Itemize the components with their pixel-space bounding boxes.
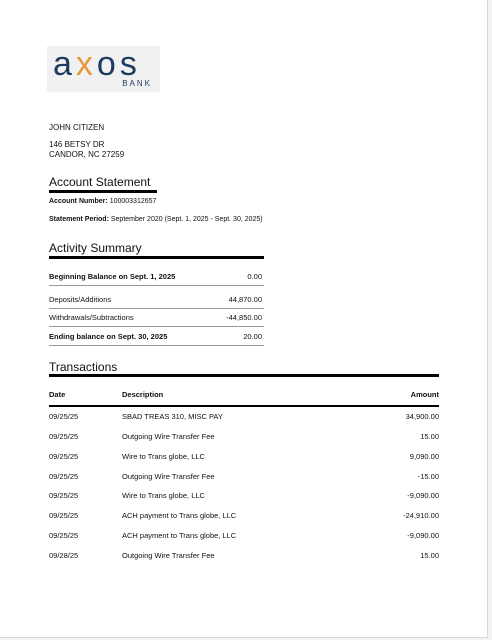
tx-description: Wire to Trans globe, LLC bbox=[122, 491, 205, 500]
tx-amount: 15.00 bbox=[420, 432, 439, 441]
tx-amount: -9,090.00 bbox=[407, 531, 439, 540]
table-row bbox=[49, 491, 439, 503]
customer-name: JOHN CITIZEN bbox=[49, 123, 105, 132]
tx-amount: 15.00 bbox=[420, 551, 439, 560]
summary-row-beginning-balance bbox=[49, 267, 264, 286]
table-row bbox=[49, 472, 439, 484]
header-description: Description bbox=[122, 390, 164, 399]
header-date: Date bbox=[49, 390, 66, 399]
tx-description: SBAD TREAS 310, MISC PAY bbox=[122, 412, 223, 421]
tx-date: 09/25/25 bbox=[49, 432, 79, 441]
tx-amount: -15.00 bbox=[417, 472, 439, 481]
summary-label: Deposits/Additions bbox=[49, 295, 112, 304]
table-row bbox=[49, 452, 439, 464]
statement-title: Account Statement bbox=[49, 175, 151, 189]
tx-date: 09/25/25 bbox=[49, 491, 79, 500]
customer-address-line1: 146 BETSY DR bbox=[49, 140, 105, 149]
axos-bank-logo bbox=[47, 46, 160, 92]
table-row bbox=[49, 551, 439, 563]
table-row bbox=[49, 432, 439, 444]
summary-row-withdrawals bbox=[49, 308, 264, 327]
summary-value: 20.00 bbox=[243, 332, 262, 341]
summary-label: Ending balance on Sept. 30, 2025 bbox=[49, 332, 168, 341]
tx-amount: 34,900.00 bbox=[405, 412, 439, 421]
transactions-title: Transactions bbox=[49, 360, 118, 374]
customer-address-line2: CANDOR, NC 27259 bbox=[49, 150, 125, 159]
tx-date: 09/25/25 bbox=[49, 452, 79, 461]
account-number-label: Account Number: bbox=[49, 198, 108, 205]
transactions-header-rule bbox=[49, 405, 439, 407]
statement-period bbox=[49, 216, 263, 223]
tx-description: ACH payment to Trans globe, LLC bbox=[122, 511, 237, 520]
statement-period-label: Statement Period: bbox=[49, 216, 109, 223]
tx-date: 09/25/25 bbox=[49, 412, 79, 421]
tx-description: Outgoing Wire Transfer Fee bbox=[122, 432, 215, 441]
tx-description: Outgoing Wire Transfer Fee bbox=[122, 472, 215, 481]
tx-description: ACH payment to Trans globe, LLC bbox=[122, 531, 237, 540]
account-number bbox=[49, 198, 156, 205]
transactions-rule bbox=[49, 374, 439, 377]
summary-row-ending-balance bbox=[49, 327, 264, 346]
summary-value: 44,870.00 bbox=[228, 295, 262, 304]
tx-date: 09/28/25 bbox=[49, 551, 79, 560]
summary-label: Beginning Balance on Sept. 1, 2025 bbox=[49, 272, 176, 281]
statement-period-value: September 2020 (Sept. 1, 2025 - Sept. 30, 2025) bbox=[110, 216, 263, 223]
account-number-value: 100003312657 bbox=[109, 198, 157, 205]
summary-value: -44,850.00 bbox=[226, 313, 262, 322]
summary-label: Withdrawals/Subtractions bbox=[49, 313, 134, 322]
table-row bbox=[49, 511, 439, 523]
logo-subtitle: BANK bbox=[122, 79, 152, 88]
tx-description: Wire to Trans globe, LLC bbox=[122, 452, 205, 461]
activity-summary-rule bbox=[49, 256, 264, 259]
tx-amount: -9,090.00 bbox=[407, 491, 439, 500]
tx-description: Outgoing Wire Transfer Fee bbox=[122, 551, 215, 560]
tx-date: 09/25/25 bbox=[49, 511, 79, 520]
tx-date: 09/25/25 bbox=[49, 531, 79, 540]
statement-title-rule bbox=[49, 190, 157, 193]
table-row bbox=[49, 531, 439, 543]
tx-amount: -24,910.00 bbox=[403, 511, 439, 520]
header-amount: Amount bbox=[410, 390, 439, 399]
tx-amount: 9,090.00 bbox=[409, 452, 439, 461]
table-row bbox=[49, 412, 439, 424]
tx-date: 09/25/25 bbox=[49, 472, 79, 481]
summary-value: 0.00 bbox=[247, 272, 262, 281]
logo-wordmark: axos bbox=[53, 45, 141, 83]
activity-summary-title: Activity Summary bbox=[49, 241, 142, 255]
summary-row-deposits bbox=[49, 290, 264, 309]
